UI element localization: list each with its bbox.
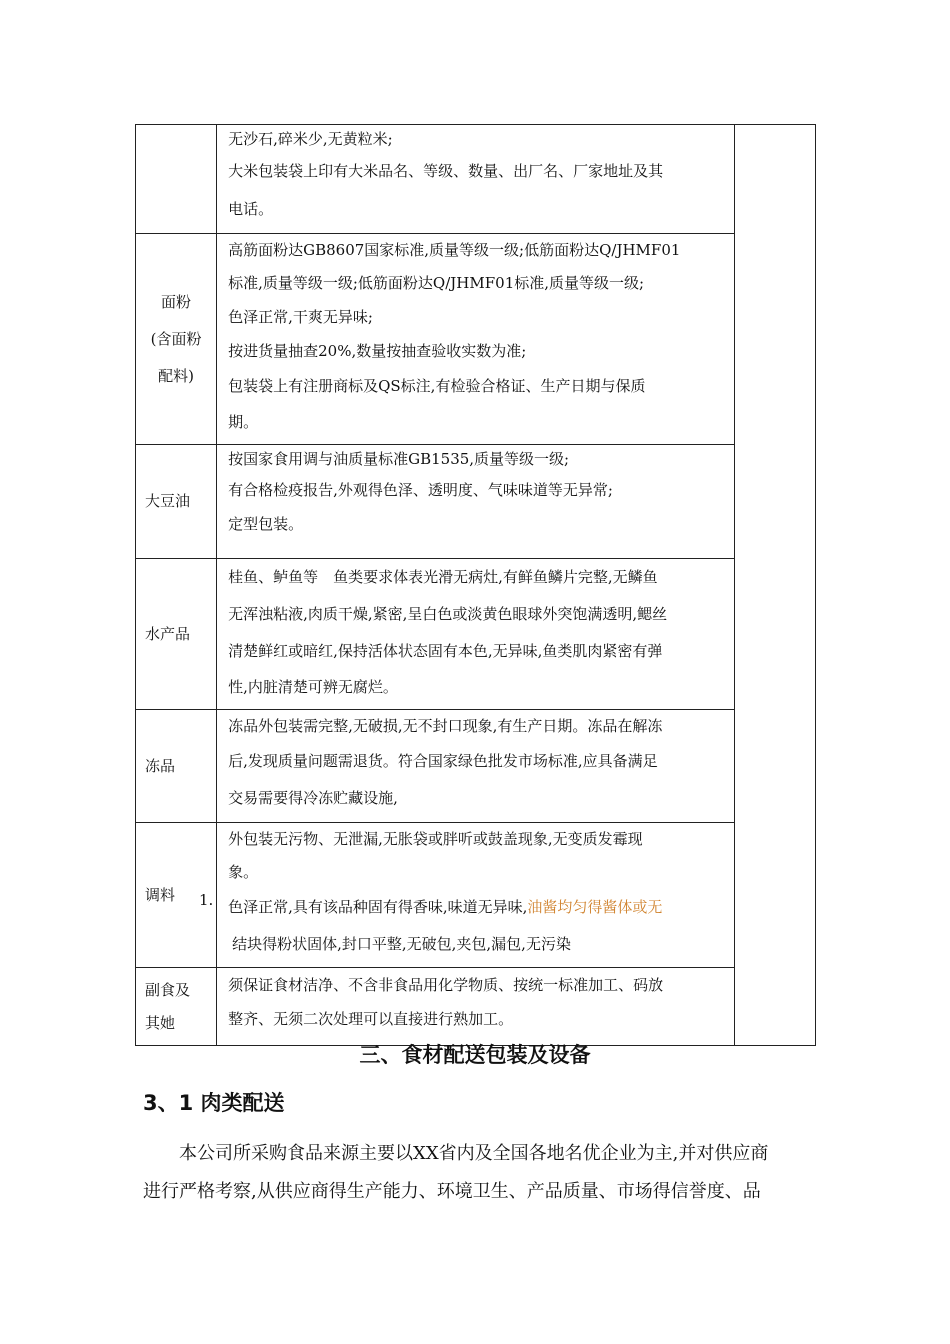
category-cell bbox=[136, 234, 217, 445]
sub-heading: 3、1 肉类配送 bbox=[143, 1091, 285, 1115]
category-cell bbox=[136, 125, 217, 234]
requirement-line: 结块得粉状固体,封口平整,无破包,夹包,漏包,无污染 bbox=[232, 935, 571, 953]
table-row bbox=[136, 710, 816, 823]
requirement-cell bbox=[217, 823, 735, 968]
requirement-line: 期。 bbox=[228, 413, 259, 431]
requirement-line: 后,发现质量问题需退货。符合国家绿色批发市场标准,应具备满足 bbox=[228, 752, 658, 770]
requirement-cell bbox=[217, 968, 735, 1046]
requirement-line: 整齐、无须二次处理可以直接进行熟加工。 bbox=[228, 1010, 514, 1028]
paragraph-line: 进行严格考察,从供应商得生产能力、环境卫生、产品质量、市场得信誉度、品 bbox=[143, 1181, 761, 1202]
category-cell bbox=[136, 559, 217, 710]
requirement-cell bbox=[217, 445, 735, 559]
requirement-cell bbox=[217, 125, 735, 234]
requirement-cell bbox=[217, 559, 735, 710]
food-spec-table bbox=[135, 124, 816, 1046]
requirement-line: 性,内脏清楚可辨无腐烂。 bbox=[228, 678, 398, 696]
category-label: 其她 bbox=[145, 1013, 176, 1032]
paragraph-line: 本公司所采购食品来源主要以XX省内及全国各地名优企业为主,并对供应商 bbox=[179, 1143, 769, 1164]
category-label: 调料 bbox=[145, 885, 176, 904]
requirement-line: 定型包装。 bbox=[228, 515, 304, 533]
category-cell bbox=[136, 968, 217, 1046]
requirement-line: 包装袋上有注册商标及QS标注,有检验合格证、生产日期与保质 bbox=[228, 377, 646, 395]
category-cell bbox=[136, 445, 217, 559]
requirement-line: 须保证食材洁净、不含非食品用化学物质、按统一标准加工、码放 bbox=[228, 976, 664, 994]
category-label: 冻品 bbox=[145, 756, 176, 775]
requirement-line: 冻品外包装需完整,无破损,无不封口现象,有生产日期。冻品在解冻 bbox=[228, 717, 663, 735]
requirement-text: 色泽正常,具有该品种固有得香味,味道无异味, bbox=[228, 898, 528, 916]
requirement-line: 外包装无污物、无泄漏,无胀袋或胖听或鼓盖现象,无变质发霉现 bbox=[228, 830, 643, 848]
category-label: 面粉 bbox=[161, 292, 192, 311]
requirement-line: 电话。 bbox=[228, 200, 274, 218]
table-row bbox=[136, 234, 816, 445]
requirement-line bbox=[228, 889, 726, 925]
category-cell bbox=[136, 710, 217, 823]
table-row bbox=[136, 968, 816, 1046]
requirement-line: 无沙石,碎米少,无黄粒米; bbox=[228, 130, 393, 148]
category-label: (含面粉 bbox=[150, 329, 202, 348]
requirement-line: 按进货量抽查20%,数量按抽查验收实数为准; bbox=[228, 342, 527, 360]
requirement-line: 按国家食用调与油质量标准GB1535,质量等级一级; bbox=[228, 450, 570, 468]
requirement-line: 清楚鲜红或暗红,保持活体状态固有本色,无异味,鱼类肌肉紧密有弹 bbox=[228, 642, 663, 660]
category-label: 副食及 bbox=[145, 980, 191, 999]
table-row bbox=[136, 125, 816, 234]
requirement-line: 桂鱼、鲈鱼等 鱼类要求体表光滑无病灶,有鲜鱼鳞片完整,无鳞鱼 bbox=[228, 568, 658, 586]
table-row bbox=[136, 445, 816, 559]
table-row bbox=[136, 559, 816, 710]
category-label: 大豆油 bbox=[145, 492, 191, 510]
category-label: 配料) bbox=[158, 366, 194, 385]
body-paragraph bbox=[143, 1135, 813, 1211]
section-heading: 三、食材配送包装及设备 bbox=[359, 1043, 591, 1067]
requirement-line: 交易需要得冷冻贮藏设施, bbox=[228, 789, 398, 807]
category-label: 水产品 bbox=[145, 624, 191, 643]
requirement-line: 大米包装袋上印有大米品名、等级、数量、出厂名、厂家地址及其 bbox=[228, 162, 664, 180]
requirement-line: 有合格检疫报告,外观得色泽、透明度、气味味道等无异常; bbox=[228, 481, 613, 499]
requirement-line: 无浑浊粘液,肉质干燥,紧密,呈白色或淡黄色眼球外突饱满透明,鳃丝 bbox=[228, 605, 668, 623]
table-row bbox=[136, 823, 816, 968]
requirement-line: 标准,质量等级一级;低筋面粉达Q/JHMF01标准,质量等级一级; bbox=[228, 274, 645, 292]
requirement-line: 象。 bbox=[228, 863, 259, 881]
remarks-cell bbox=[734, 125, 815, 1046]
requirement-line: 高筋面粉达GB8607国家标准,质量等级一级;低筋面粉达Q/JHMF01 bbox=[228, 241, 681, 259]
requirement-line: 色泽正常,干爽无异味; bbox=[228, 308, 373, 326]
requirement-cell bbox=[217, 710, 735, 823]
list-number: 1. bbox=[199, 891, 214, 909]
highlight-text: 油酱均匀得酱体或无 bbox=[527, 898, 663, 916]
requirement-cell bbox=[217, 234, 735, 445]
